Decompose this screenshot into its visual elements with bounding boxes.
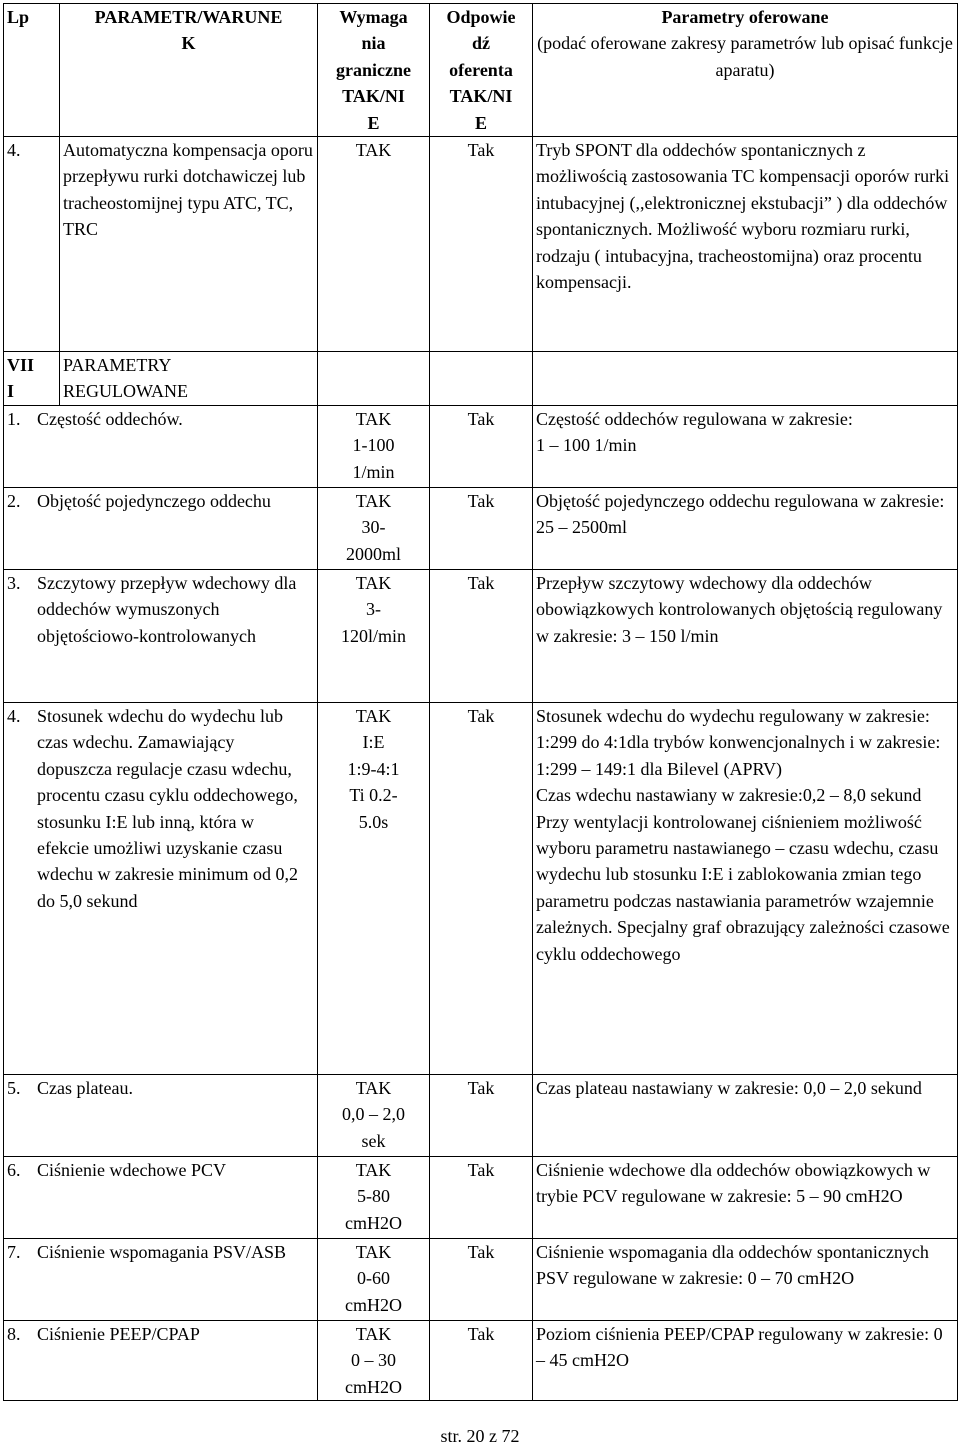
row-lp: 7. [7,1242,21,1263]
row-response: Tak [430,1157,533,1239]
row-response: Tak [430,570,533,703]
row-requirement: TAK 5-80 cmH2O [318,1157,430,1239]
row-param: Częstość oddechów. [37,409,183,430]
row-lp: 8. [7,1324,21,1345]
row-offered: Przepływ szczytowy wdechowy dla oddechów obowiązkowych kontrolowanych objętością regulowany w zakresie: 3 – 150 l/min [533,570,958,703]
row-offered: Objętość pojedynczego oddechu regulowana w zakresie: 25 – 2500ml [533,488,958,570]
row-lp-param [4,1321,318,1401]
row-lp-param [4,703,318,1075]
section-lp: VII I [4,352,60,406]
row-lp-param [4,1157,318,1239]
table-row [4,570,958,703]
header-lp: Lp [4,4,60,137]
row-offered: Częstość oddechów regulowana w zakresie: 1 – 100 1/min [533,406,958,488]
row-offered: Ciśnienie wspomagania dla oddechów spontanicznych PSV regulowane w zakresie: 0 – 70 cmH2O [533,1239,958,1321]
row-requirement: TAK 3- 120l/min [318,570,430,703]
spec-table [3,3,958,1401]
table-row [4,137,958,352]
row-param: Ciśnienie wdechowe PCV [37,1160,226,1181]
row-lp-param [4,488,318,570]
page-number: str. 20 z 72 [440,1426,520,1446]
row-response: Tak [430,488,533,570]
row-response: Tak [430,1321,533,1401]
row-param: Automatyczna kompensacja oporu przepływu rurki dotchawiczej lub tracheostomijnej typu ATC, TC, TRC [60,137,318,352]
row-offered: Czas plateau nastawiany w zakresie: 0,0 – 2,0 sekund [533,1075,958,1157]
row-offered: Ciśnienie wdechowe dla oddechów obowiązkowych w trybie PCV regulowane w zakresie: 5 – 90 cmH2O [533,1157,958,1239]
table-row [4,406,958,488]
row-lp: 5. [7,1078,21,1099]
row-response: Tak [430,406,533,488]
table-row [4,1157,958,1239]
row-param: Objętość pojedynczego oddechu [37,491,271,512]
row-response: Tak [430,1239,533,1321]
row-requirement: TAK I:E 1:9-4:1 Ti 0.2- 5.0s [318,703,430,1075]
row-response: Tak [430,1075,533,1157]
section-row [4,352,958,406]
table-row [4,703,958,1075]
regulated-rows [4,406,958,1401]
row-requirement: TAK 0-60 cmH2O [318,1239,430,1321]
empty-cell [318,352,430,406]
row-requirement: TAK 0,0 – 2,0 sek [318,1075,430,1157]
header-offered-title: Parametry oferowane [661,7,829,27]
row-lp: 2. [7,491,21,512]
row-requirement: TAK [318,137,430,352]
row-lp: 4. [4,137,60,352]
row-offered: Tryb SPONT dla oddechów spontanicznych z możliwością zastosowania TC kompensacji oporów rurki intubacyjnej (,,elektronicznej ekstubacji” ) dla oddechów spontanicznych. Możliwość wyboru rozmiaru rurki, rodzaju ( intubacyjna, tracheostomijna) oraz procentu kompensacji. [533,137,958,352]
row-lp-param [4,570,318,703]
header-response: Odpowie dź oferenta TAK/NI E [430,4,533,137]
header-offered-subtitle: (podać oferowane zakresy parametrów lub opisać funkcje aparatu) [537,33,953,80]
row-offered: Stosunek wdechu do wydechu regulowany w zakresie: 1:299 do 4:1dla trybów konwencjonalnych i w zakresie: 1:299 – 149:1 dla Bilevel (APRV) Czas wdechu nastawiany w zakresie:0,2 – 8,0 sekund Przy wentylacji kontrolowanej ciśnieniem możliwość wyboru parametru nastawianego – czasu wdechu, czasu wydechu lub stosunku I:E i zablokowania zmian tego parametru podczas nastawiania parametrów wzajemnie zależnych. Specjalny graf obrazujący zależności czasowe cyklu oddechowego [533,703,958,1075]
row-lp-param [4,1239,318,1321]
section-title: PARAMETRY REGULOWANE [60,352,318,406]
row-requirement: TAK 1-100 1/min [318,406,430,488]
row-param: Ciśnienie PEEP/CPAP [37,1324,200,1345]
row-lp: 4. [7,706,21,727]
table-row [4,1239,958,1321]
row-requirement: TAK 0 – 30 cmH2O [318,1321,430,1401]
row-response: Tak [430,137,533,352]
table-row [4,1321,958,1401]
header-param: PARAMETR/WARUNE K [60,4,318,137]
empty-cell [430,352,533,406]
row-param: Ciśnienie wspomagania PSV/ASB [37,1242,287,1263]
row-lp: 3. [7,573,21,594]
row-lp: 6. [7,1160,21,1181]
empty-cell [533,352,958,406]
table-row [4,488,958,570]
header-requirement: Wymaga nia graniczne TAK/NI E [318,4,430,137]
row-lp-param [4,406,318,488]
row-param: Czas plateau. [37,1078,133,1099]
row-response: Tak [430,703,533,1075]
table-header-row [4,4,958,137]
row-param: Szczytowy przepływ wdechowy dla oddechów wymuszonych objętościowo-kontrolowanych [37,573,297,646]
row-lp: 1. [7,409,21,430]
row-lp-param [4,1075,318,1157]
table-row [4,1075,958,1157]
row-requirement: TAK 30- 2000ml [318,488,430,570]
header-offered [533,4,958,137]
row-offered: Poziom ciśnienia PEEP/CPAP regulowany w zakresie: 0 – 45 cmH2O [533,1321,958,1401]
row-param: Stosunek wdechu do wydechu lub czas wdechu. Zamawiający dopuszcza regulacje czasu wdechu, procentu czasu cyklu oddechowego, stosunku I:E lub inną, która w efekcie umożliwi uzyskanie czasu wdechu w zakresie minimum od 0,2 do 5,0 sekund [37,706,298,911]
